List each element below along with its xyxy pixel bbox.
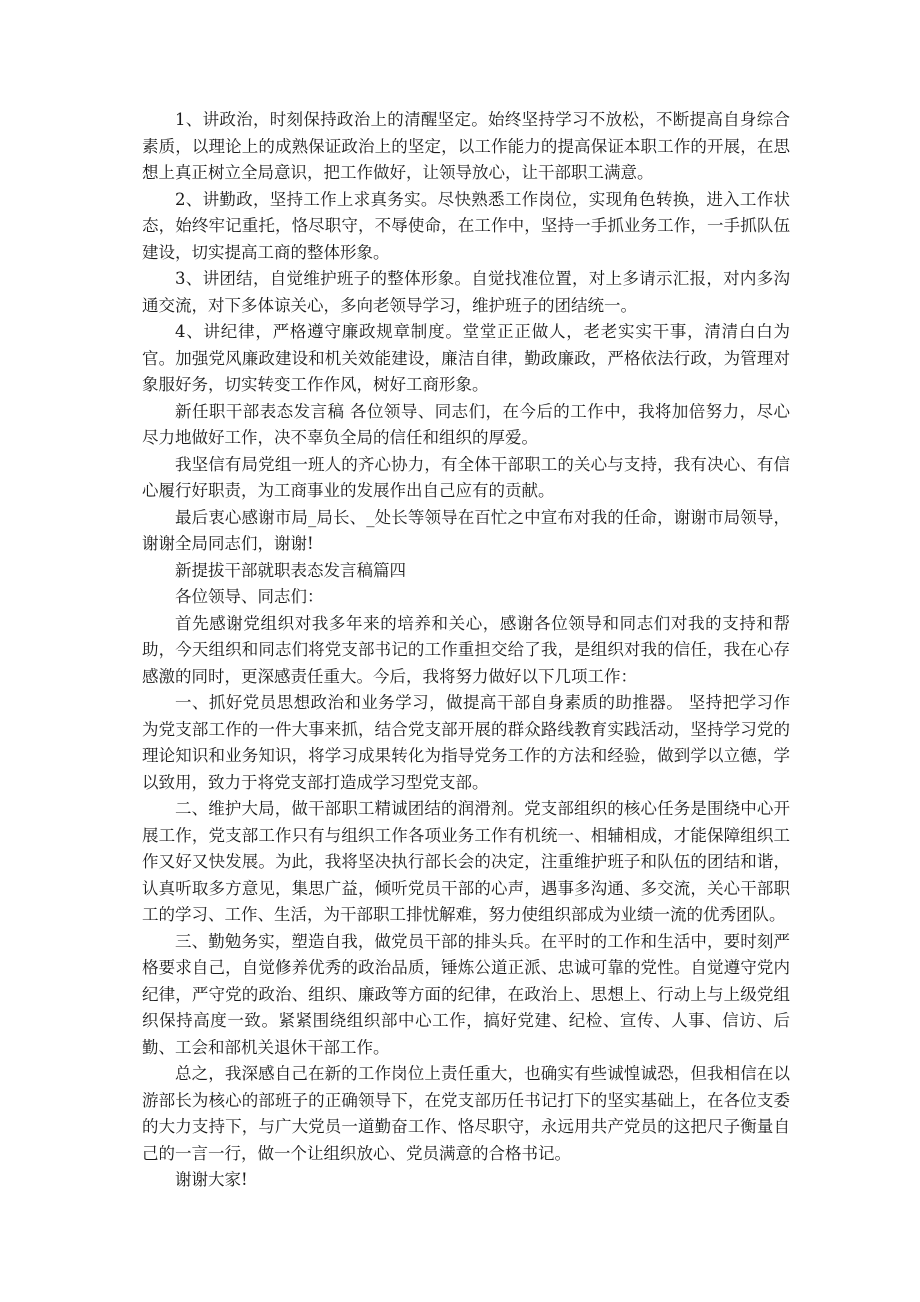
paragraph-12: 二、维护大局，做干部职工精诚团结的润滑剂。党支部组织的核心任务是围绕中心开展工作，党支部工作只有与组织工作各项业务工作有机统一、相辅相成，才能保障组织工作又好又快发展。为此，我将坚决执行部长会的决定，注重维护班子和队伍的团结和谐，认真听取多方意见，集思广益，倾听党员干部的心声，遇事多沟通、多交流，关心干部职工的学习、工作、生活，为干部职工排忧解难，努力使组织部成为业绩一流的优秀团队。 — [142, 799, 790, 924]
paragraph-4: 4、讲纪律，严格遵守廉政规章制度。堂堂正正做人，老老实实干事，清清白白为官。加强党风廉政建设和机关效能建设，廉洁自律，勤政廉政，严格依法行政，为管理对象服好务，切实转变工作作风，树好工商形象。 — [142, 322, 790, 394]
paragraph-11: 一、抓好党员思想政治和业务学习，做提高干部自身素质的助推器。 坚持把学习作为党支部工作的一件大事来抓，结合党支部开展的群众路线教育实践活动，坚持学习党的理论知识和业务知识，将学习成果转化为指导党务工作的方法和经验，做到学以立德，学以致用，致力于将党支部打造成学习型党支部。 — [142, 693, 790, 792]
section-title: 新提拔干部就职表态发言稿篇四 — [175, 560, 406, 580]
closing-thanks: 谢谢大家! — [175, 1170, 248, 1189]
paragraph-7: 最后衷心感谢市局_局长、_处长等领导在百忙之中宣布对我的任命，谢谢市局领导，谢谢全局同志们，谢谢! — [142, 507, 790, 553]
paragraph-5: 新任职干部表态发言稿 各位领导、同志们，在今后的工作中，我将加倍努力，尽心尽力地做好工作，决不辜负全局的信任和组织的厚爱。 — [142, 401, 790, 447]
salutation: 各位领导、同志们： — [175, 587, 324, 606]
paragraph-13: 三、勤勉务实，塑造自我，做党员干部的排头兵。在平时的工作和生活中，要时刻严格要求自己，自觉修养优秀的政治品质，锤炼公道正派、忠诚可靠的党性。自觉遵守党内纪律，严守党的政治、组织、廉政等方面的纪律，在政治上、思想上、行动上与上级党组织保持高度一致。紧紧围绕组织部中心工作，搞好党建、纪检、宣传、人事、信访、后勤、工会和部机关退休干部工作。 — [142, 931, 790, 1057]
paragraph-2: 2、讲勤政，坚持工作上求真务实。尽快熟悉工作岗位，实现角色转换，进入工作状态，始终牢记重托，恪尽职守，不辱使命，在工作中，坚持一手抓业务工作，一手抓队伍建设，切实提高工商的整体形象。 — [142, 189, 790, 262]
document-body — [142, 107, 790, 1194]
paragraph-14: 总之，我深感自己在新的工作岗位上责任重大，也确实有些诚惶诚恐，但我相信在以游部长为核心的部班子的正确领导下，在党支部历任书记打下的坚实基础上，在各位支委的大力支持下，与广大党员一道勤奋工作、恪尽职守，永远用共产党员的这把尺子衡量自己的一言一行，做一个让组织放心、党员满意的合格书记。 — [142, 1064, 790, 1163]
paragraph-6: 我坚信有局党组一班人的齐心协力，有全体干部职工的关心与支持，我有决心、有信心履行好职责，为工商事业的发展作出自己应有的贡献。 — [142, 454, 790, 500]
paragraph-1: 1、讲政治，时刻保持政治上的清醒坚定。始终坚持学习不放松，不断提高自身综合素质，以理论上的成熟保证政治上的坚定，以工作能力的提高保证本职工作的开展，在思想上真正树立全局意识，把工作做好，让领导放心，让干部职工满意。 — [142, 110, 790, 182]
paragraph-10: 首先感谢党组织对我多年来的培养和关心，感谢各位领导和同志们对我的支持和帮助，今天组织和同志们将党支部书记的工作重担交给了我，是组织对我的信任，我在心存感激的同时，更深感责任重大。今后，我将努力做好以下几项工作： — [142, 613, 790, 686]
paragraph-3: 3、讲团结，自觉维护班子的整体形象。自觉找准位置，对上多请示汇报，对内多沟通交流，对下多体谅关心，多向老领导学习，维护班子的团结统一。 — [142, 269, 790, 315]
